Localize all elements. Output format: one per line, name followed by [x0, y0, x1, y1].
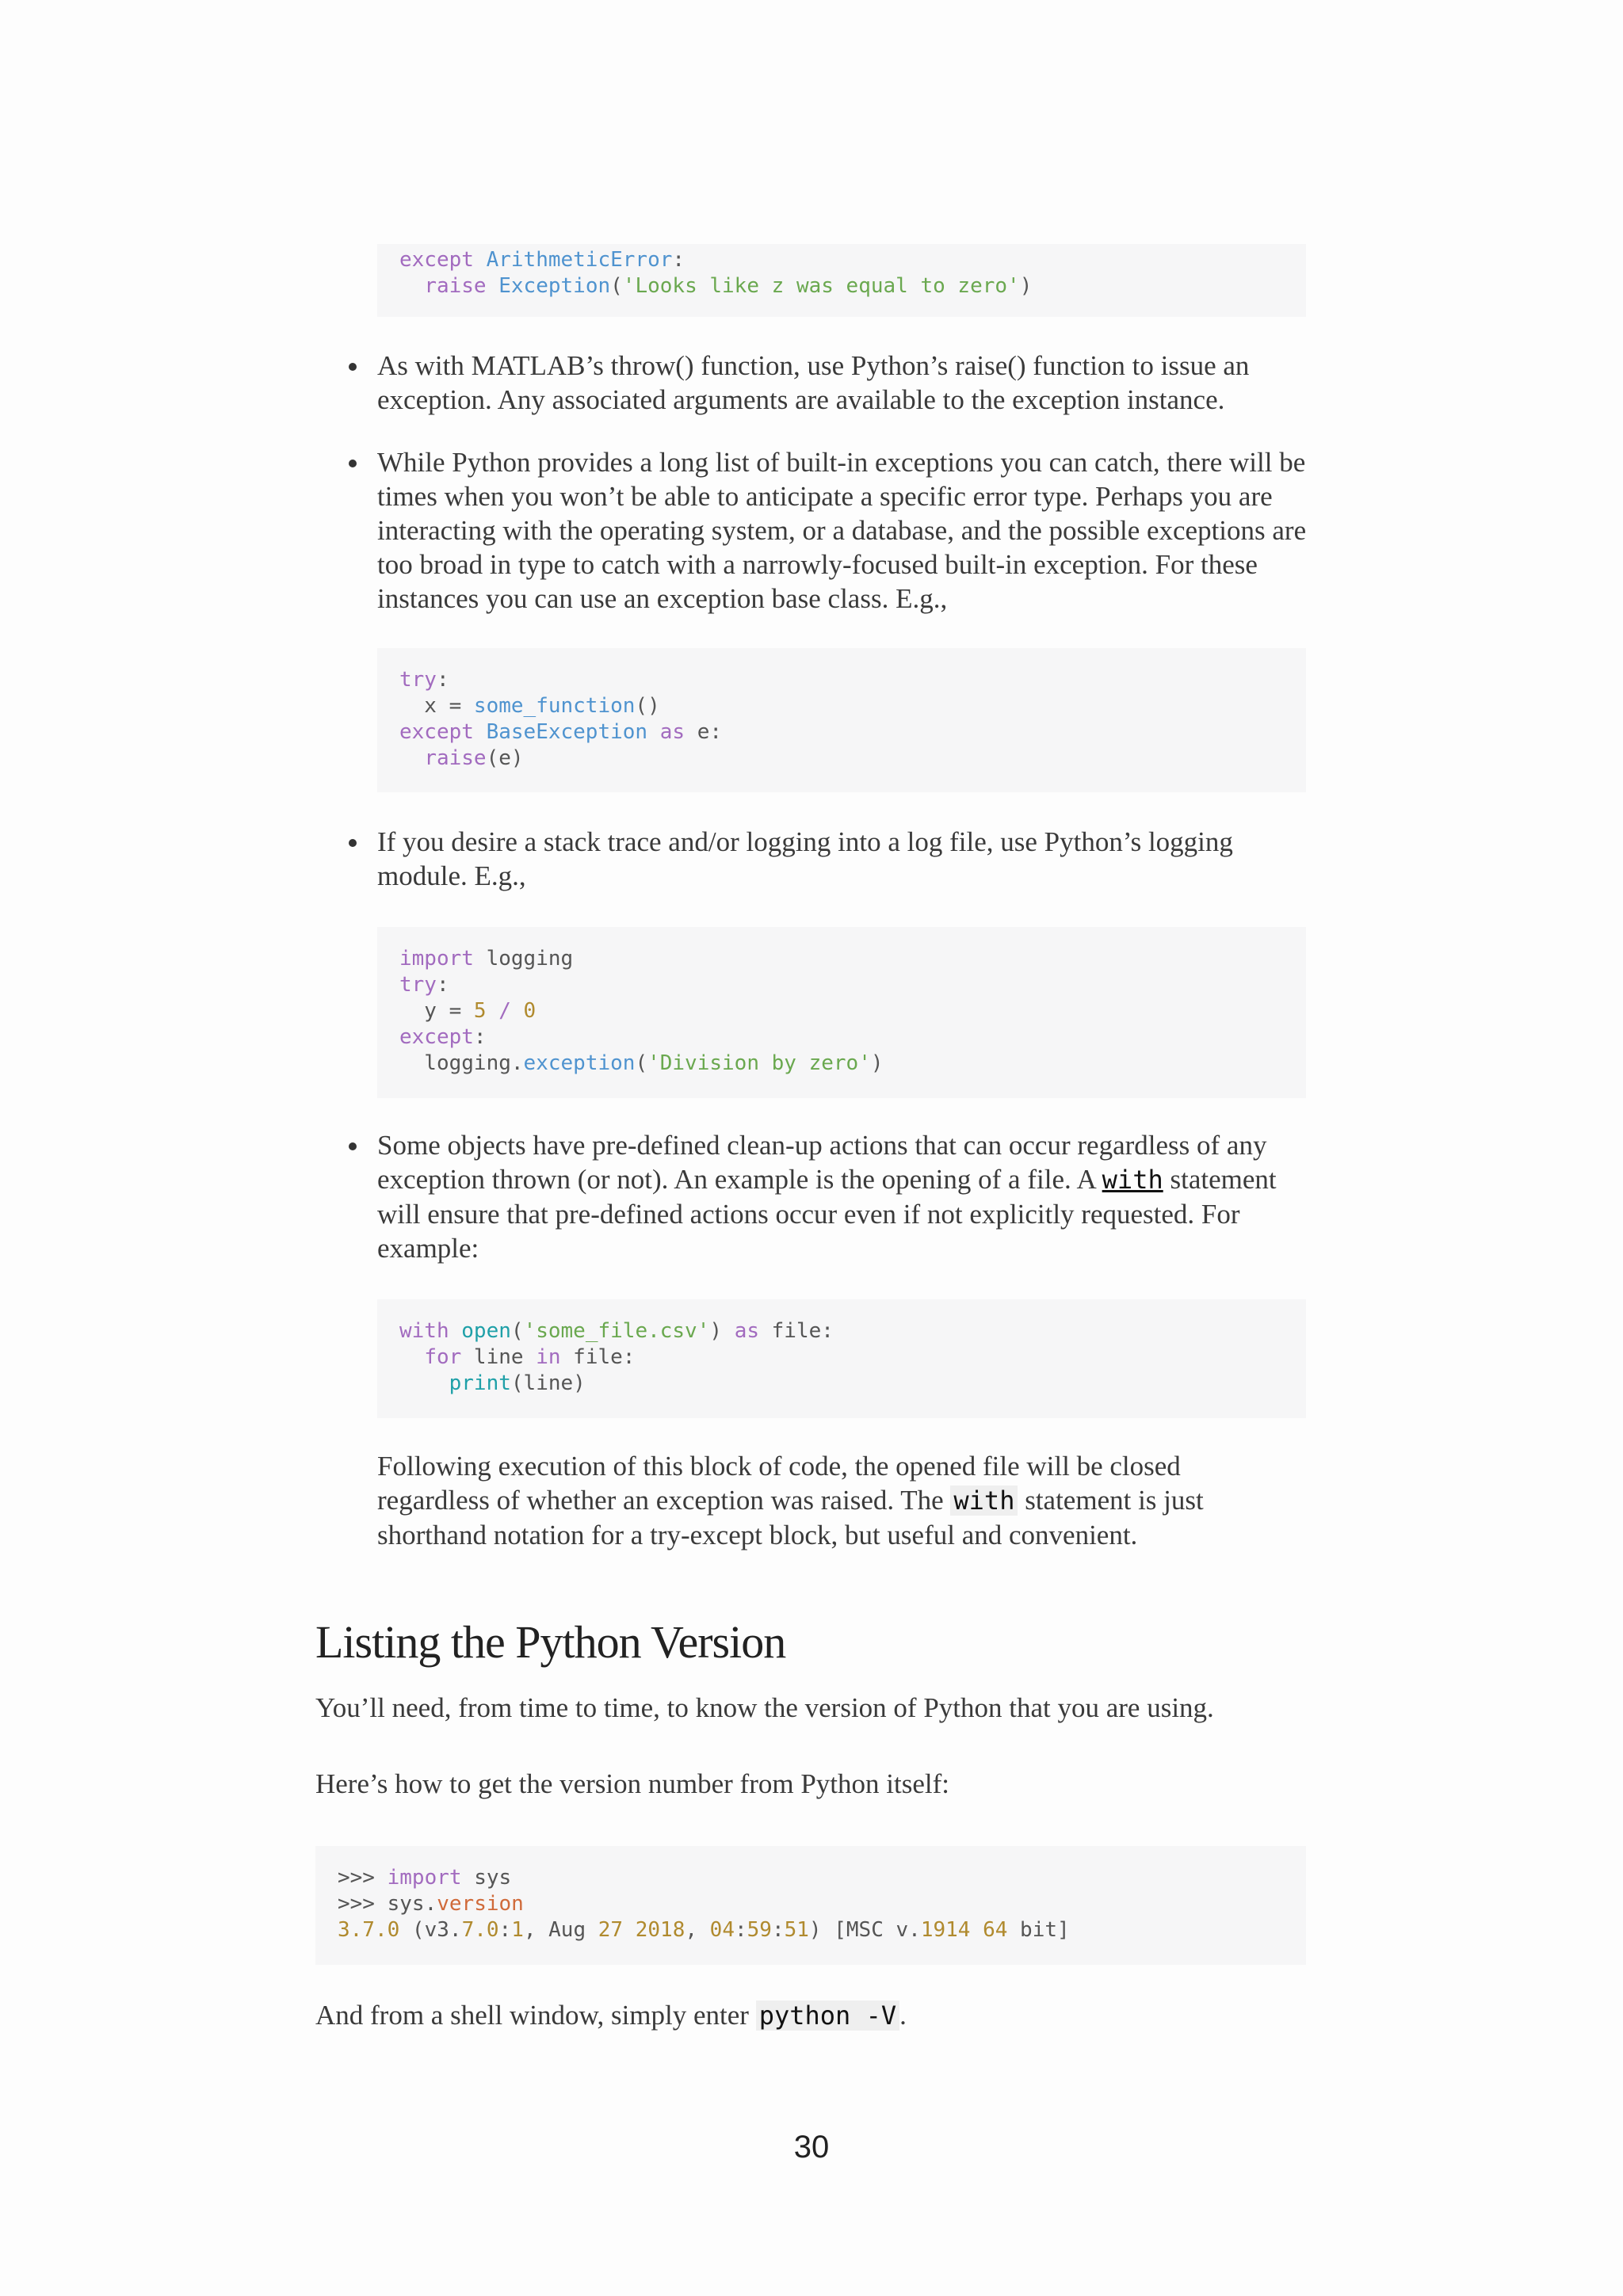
bullet-marker: [349, 839, 357, 847]
code-line: print(line): [449, 1371, 586, 1395]
code-line: >>> sys.version: [338, 1892, 524, 1916]
shell-paragraph: And from a shell window, simply enter python -V .: [315, 2000, 907, 2031]
code-line: 3.7.0 (v3.7.0:1, Aug 27 2018, 04:59:51) [MSC v.1914 64 bit]: [338, 1918, 1070, 1942]
code-line: logging.exception('Division by zero'): [399, 1051, 884, 1075]
code-block-with-open: [377, 1299, 1306, 1418]
python-v-inline-code: python -V: [756, 2000, 899, 2031]
code-line: with open('some_file.csv') as file:: [399, 1319, 834, 1343]
bullet-marker: [349, 1142, 357, 1150]
bullet-with-text: Some objects have pre-defined clean-up actions that can occur regardless of any exception thrown (or not). An example is the opening of a file. A with statement will ensure that pre-defined actions occur even if not explicitly requested. For example:: [377, 1130, 1277, 1264]
with-keyword-link[interactable]: with: [1102, 1165, 1163, 1195]
code-line: import logging: [399, 947, 574, 971]
bullet-marker: [349, 460, 357, 467]
with-inline-code: with: [950, 1486, 1018, 1516]
with-explanation-paragraph: Following execution of this block of code, the opened file will be closed regardless of whether an exception was raised. The with statement is just shorthand notation for a try-except block, but useful and convenient.: [377, 1451, 1204, 1550]
bullet-raise-text: As with MATLAB’s throw() function, use Python’s raise() function to issue an exception. Any associated arguments are available to the exception instance.: [377, 350, 1250, 415]
code-block-try-except: [377, 648, 1306, 792]
code-block-logging: [377, 927, 1306, 1098]
code-line: except:: [399, 1025, 487, 1049]
code-line: try:: [399, 973, 449, 997]
code-line: >>> import sys: [338, 1866, 512, 1890]
code-line: x = some_function(): [399, 694, 660, 718]
code-line: except BaseException as e:: [399, 720, 723, 744]
section-heading: Listing the Python Version: [315, 1616, 786, 1668]
code-line: raise Exception('Looks like z was equal to zero'): [424, 274, 1033, 298]
code-block-exception: [377, 244, 1306, 317]
code-line: for line in file:: [424, 1345, 636, 1369]
page-number: 30: [793, 2130, 830, 2164]
code-line: except ArithmeticError:: [399, 248, 685, 272]
code-line: raise(e): [424, 746, 524, 770]
code-block-sys-version: [315, 1846, 1306, 1965]
version-howto-paragraph: Here’s how to get the version number from Python itself:: [315, 1768, 949, 1799]
bullet-base-exception-text: While Python provides a long list of built-in exceptions you can catch, there will be times when you won’t be able to anticipate a specific error type. Perhaps you are interacting with the operating system, or a database, and the possible exceptions are too broad in type to catch with a narrowly-focused built-in exception. For these instances you can use an exception base class. E.g.,: [377, 447, 1307, 614]
bullet-logging-text: If you desire a stack trace and/or logging into a log file, use Python’s logging module. E.g.,: [377, 826, 1233, 891]
bullet-marker: [349, 363, 357, 371]
version-intro-paragraph: You’ll need, from time to time, to know the version of Python that you are using.: [315, 1692, 1214, 1723]
code-line: y = 5 / 0: [399, 999, 537, 1023]
code-line: try:: [399, 668, 449, 692]
